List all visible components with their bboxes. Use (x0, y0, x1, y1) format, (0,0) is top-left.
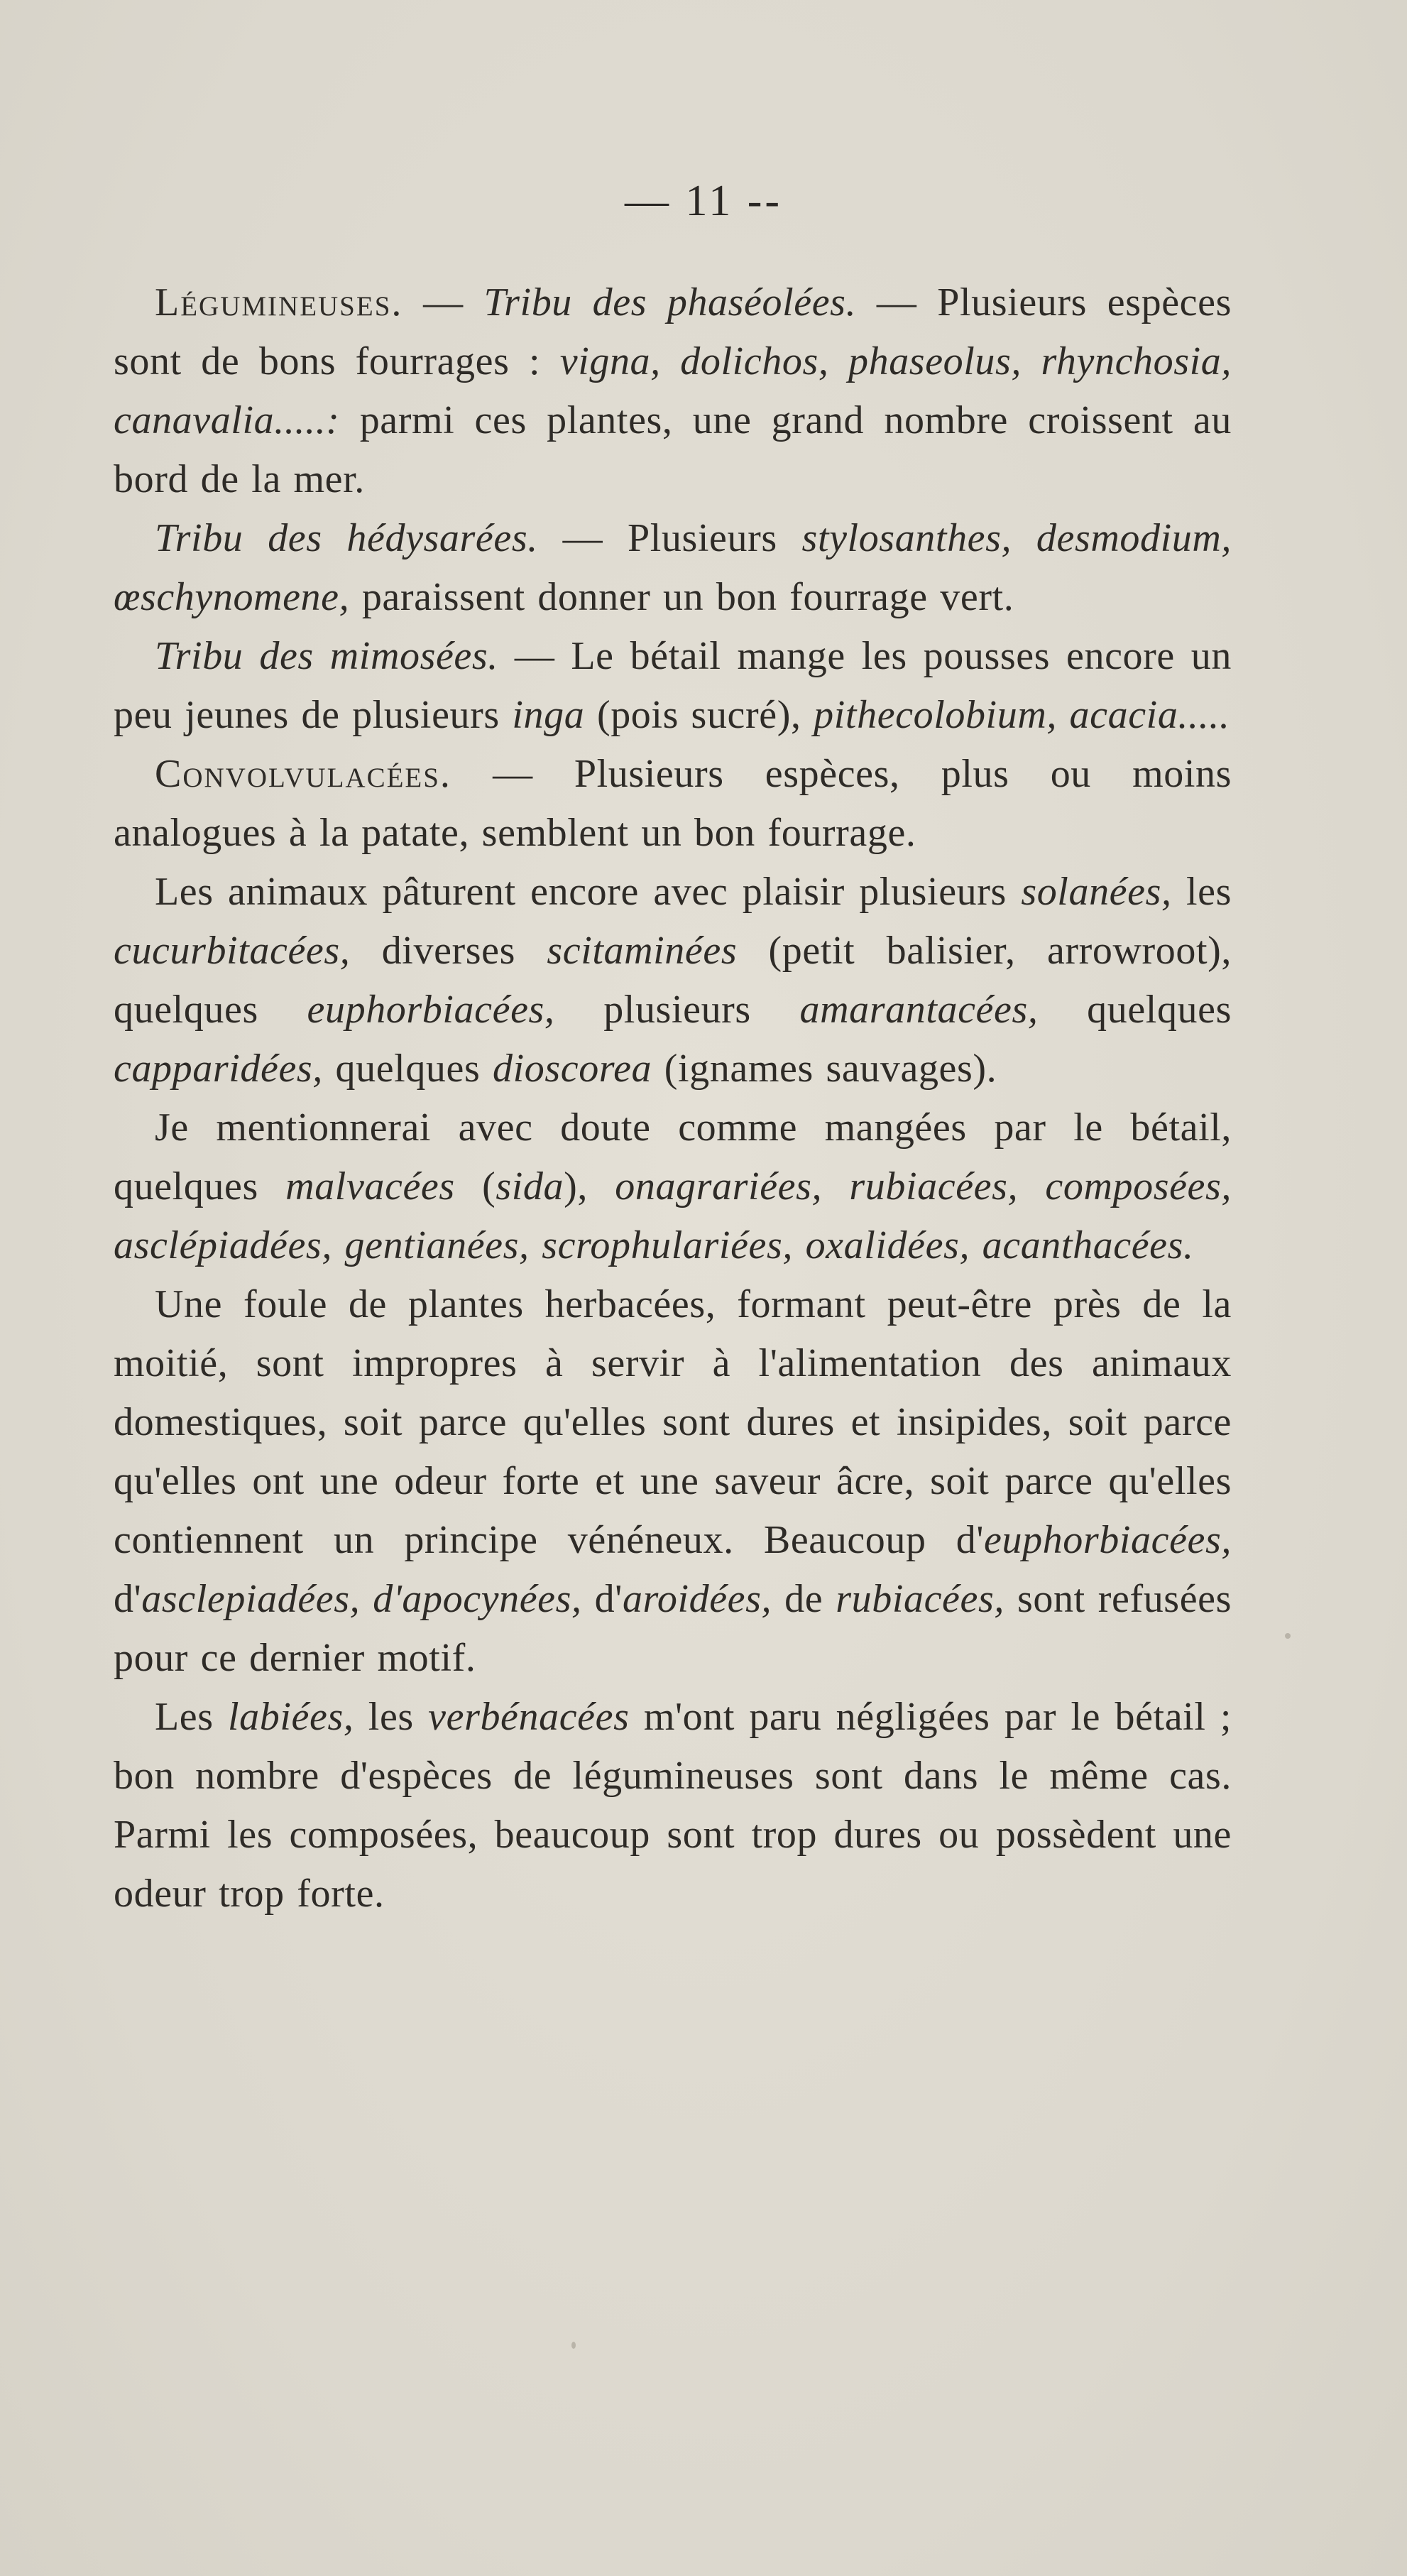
italic-term: vigna, dolichos, phaseolus, rhynchosia, canavalia.....: (114, 339, 1232, 442)
text-run: les (354, 1695, 429, 1739)
text-run: d' (114, 1577, 142, 1621)
text-run: les (1171, 870, 1232, 914)
italic-term: stylosanthes, desmodium, œschynomene, (114, 516, 1232, 619)
italic-term: amarantacées, (799, 988, 1039, 1032)
italic-term: malvacées (285, 1164, 455, 1208)
italic-term: cucurbitacées, (114, 929, 351, 973)
paragraph (114, 863, 1232, 1098)
section-heading: Légumineuses. (155, 280, 403, 324)
text-run: plusieurs (554, 988, 800, 1032)
italic-term: rubiacées, (836, 1577, 1004, 1621)
paragraph (114, 745, 1232, 863)
text-run: (pois sucré), (584, 693, 814, 737)
italic-term: euphorbiacées, (307, 988, 555, 1032)
text-run: Les animaux pâturent encore avec plaisir plusieurs (155, 870, 1022, 914)
text-run: de (772, 1577, 836, 1621)
text-run: d' (581, 1577, 623, 1621)
text-run: Les (155, 1695, 229, 1739)
paragraph (114, 627, 1232, 745)
text-run: — Plusieurs espèces, plus ou moins analogues à la patate, semblent un bon fourrage. (114, 752, 1232, 855)
italic-term: sida (496, 1164, 564, 1208)
italic-term: verbénacées (428, 1695, 630, 1739)
body-text (114, 273, 1232, 1923)
italic-term: Tribu des hédysarées. (155, 516, 538, 560)
italic-term: euphorbiacées, (984, 1518, 1232, 1562)
text-run: — Le bétail mange les pousses encore un peu jeunes de plusieurs (114, 634, 1232, 737)
text-run: — Plusieurs (537, 516, 802, 560)
text-run: quelques (322, 1047, 493, 1091)
text-run: parmi ces plantes, une grand nombre croissent au bord de la mer. (114, 398, 1232, 501)
text-run: Une foule de plantes herbacées, formant peut-être près de la moitié, sont impropres à servir à l'alimentation des animaux domestiques, soit parce qu'elles sont dures et insipides, soit parce qu'elles ont une odeur forte et une saveur âcre, soit parce qu'elles contiennent un principe vénéneux. Beaucoup d' (114, 1282, 1232, 1562)
text-run: Je mentionnerai avec doute comme mangées par le bétail, quelques (114, 1106, 1232, 1208)
text-run: (ignames sauvages). (652, 1047, 997, 1091)
italic-term: Tribu des phaséolées. (483, 280, 857, 324)
paper-speck (1285, 1633, 1291, 1639)
text-run: diverses (350, 929, 547, 973)
italic-term: asclepiadées, d'apocynées, (141, 1577, 582, 1621)
text-run: quelques (1038, 988, 1232, 1032)
paragraph (114, 1688, 1232, 1923)
text-run: m'ont paru négligées par le bétail ; bon nombre d'espèces de légumineuses sont dans le même cas. Parmi les composées, beaucoup sont trop dures ou possèdent une odeur trop forte. (114, 1695, 1232, 1916)
italic-term: Tribu des mimosées. (155, 634, 498, 678)
section-heading: Convolvulacées. (155, 752, 451, 796)
italic-term: aroidées, (622, 1577, 772, 1621)
italic-term: solanées, (1021, 870, 1172, 914)
italic-term: inga (512, 693, 585, 737)
italic-term: onagrariées, rubiacées, composées, asclépiadées, gentianées, scrophulariées, oxalidées, acanthacées. (114, 1164, 1232, 1267)
paragraph (114, 509, 1232, 627)
italic-term: capparidées, (114, 1047, 323, 1091)
page-number: — 11 -- (625, 177, 782, 225)
text-run: ), (564, 1164, 615, 1208)
paragraph (114, 273, 1232, 509)
italic-term: pithecolobium, acacia..... (814, 693, 1230, 737)
text-run: — Plusieurs espèces sont de bons fourrages : (114, 280, 1232, 383)
text-run: (petit balisier, arrowroot), quelques (114, 929, 1232, 1032)
paper-speck (571, 2342, 576, 2349)
text-run: paraissent donner un bon fourrage vert. (349, 575, 1014, 619)
text-run: sont refusées pour ce dernier motif. (114, 1577, 1232, 1680)
paragraph (114, 1275, 1232, 1688)
italic-term: labiées, (228, 1695, 354, 1739)
paragraph (114, 1098, 1232, 1275)
italic-term: scitaminées (547, 929, 738, 973)
text-run: — (403, 280, 484, 324)
italic-term: dioscorea (492, 1047, 652, 1091)
text-run: ( (454, 1164, 496, 1208)
